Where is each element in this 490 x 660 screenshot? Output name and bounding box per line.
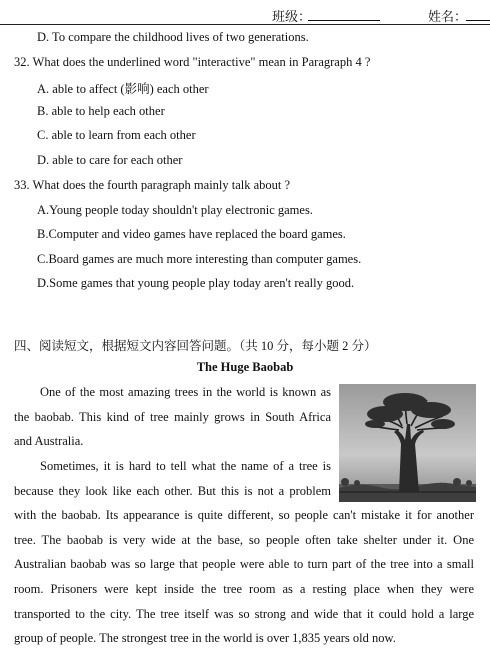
- passage-line: room. Prisoners were kept inside the tree room as a resting place when they were: [14, 582, 474, 596]
- name-blank: [466, 20, 490, 21]
- passage-line: tree. The baobab is very wide at the base, so people often take shelter under it. One: [14, 533, 474, 547]
- q33-stem: 33. What does the fourth paragraph mainly talk about ?: [14, 178, 291, 192]
- passage-line: with the baobab. Its appearance is quite different, so people can't mistake it for another: [14, 508, 474, 522]
- passage-line: and Australia.: [14, 434, 84, 448]
- q32-option-b: B. able to help each other: [37, 104, 165, 118]
- q33-option-d: D.Some games that young people play today aren't really good.: [37, 276, 355, 290]
- q32-option-a: A. able to affect (影响) each other: [37, 82, 209, 96]
- section-heading: 四、阅读短文，根据短文内容回答问题。（共 10 分，每小题 2 分）: [14, 339, 377, 353]
- q33-option-b: B.Computer and video games have replaced the board games.: [37, 227, 346, 241]
- passage-line: Australian baobab was so large that people were able to turn part of the tree into a small: [14, 557, 474, 571]
- passage-line: group of people. The strongest tree in the world is over 1,835 years old now.: [14, 631, 396, 645]
- passage-line: One of the most amazing trees in the world is known as: [40, 385, 331, 399]
- passage-line: transported to the city. The tree itself was so strong and wide that it could hold a large: [14, 607, 474, 621]
- q33-option-c: C.Board games are much more interesting than computer games.: [37, 252, 362, 266]
- passage-line: because they look like each other. But this is not a problem: [14, 484, 331, 498]
- name-label: 姓名：: [428, 9, 468, 24]
- q31-option-d: D. To compare the childhood lives of two generations.: [37, 30, 309, 44]
- q32-option-c: C. able to learn from each other: [37, 128, 196, 142]
- passage-title: The Huge Baobab: [196, 360, 294, 374]
- class-label: 班级：: [272, 9, 312, 24]
- q33-option-a: A.Young people today shouldn't play electronic games.: [37, 203, 313, 217]
- q32-stem: 32. What does the underlined word "interactive" mean in Paragraph 4 ?: [14, 55, 371, 69]
- class-blank: [308, 20, 380, 21]
- passage-line: Sometimes, it is hard to tell what the name of a tree is: [40, 459, 331, 473]
- passage-line: the baobab. This kind of tree mainly grows in South Africa: [14, 410, 331, 424]
- baobab-photo: [339, 384, 476, 502]
- page-header: [0, 0, 490, 25]
- q32-option-d: D. able to care for each other: [37, 153, 183, 167]
